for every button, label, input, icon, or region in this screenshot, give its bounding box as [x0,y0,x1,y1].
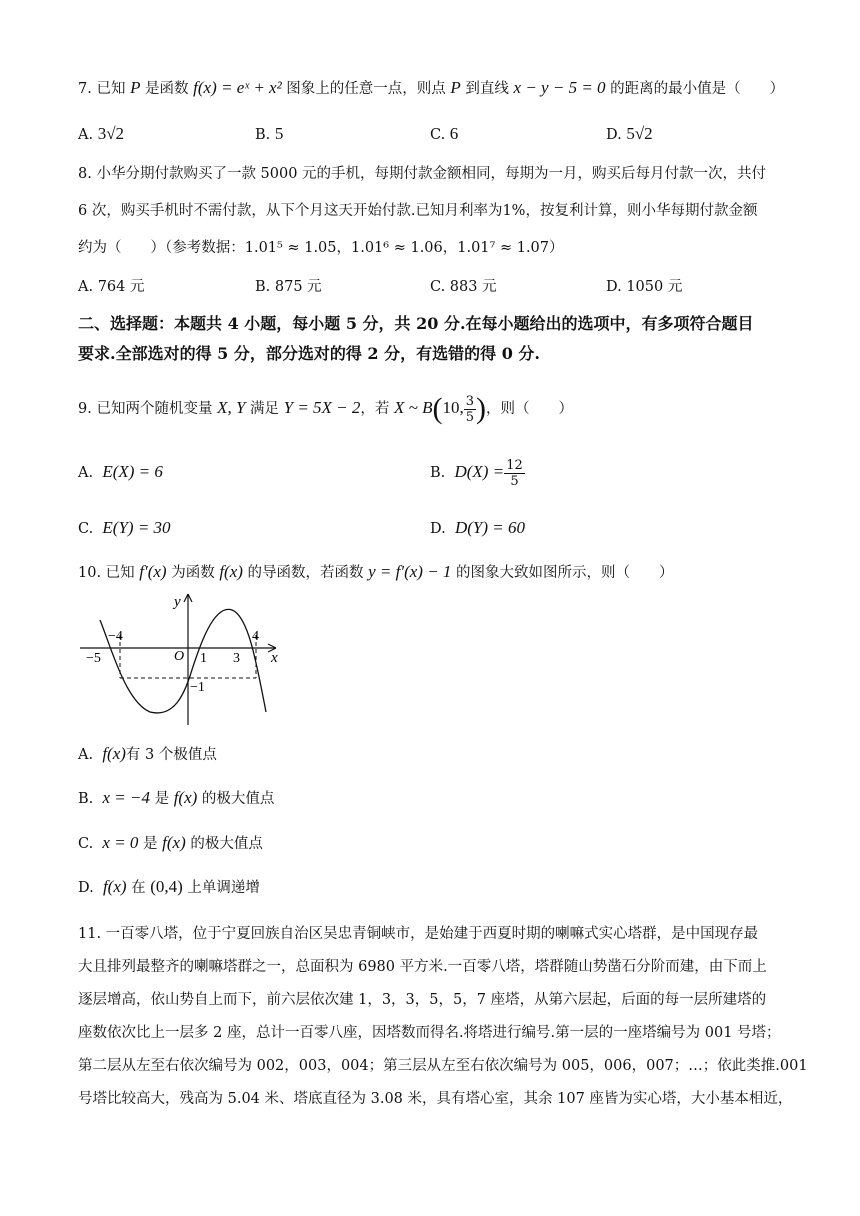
q7-option-d[interactable] [606,124,653,145]
y-axis-label: y [174,594,181,610]
q10-derivative: f′(x) [139,562,167,581]
tick-label-neg1: −1 [190,680,205,695]
option-math: f(x) [102,877,127,896]
option-label: D. [606,279,622,295]
right-paren: ) [476,392,487,425]
q8-option-a[interactable] [78,277,145,297]
option-label: A. [78,465,94,481]
option-label: C. [430,127,446,143]
q9-option-a[interactable] [78,462,163,483]
q10-option-d[interactable] [78,877,260,898]
q7-option-a[interactable] [78,124,124,145]
q8-option-c[interactable] [430,277,497,297]
q7-suffix: 的距离的最小值是（ ） [605,81,785,97]
option-value: 883 元 [449,279,497,295]
q7-text: 是函数 [140,81,194,97]
option-value: 6 [449,124,459,143]
q7-text: 到直线 [460,81,514,97]
option-label: D. [430,521,446,537]
option-value: 3√2 [97,124,125,143]
fraction-denominator: 5 [465,409,475,425]
option-label: B. [255,127,271,143]
option-math: x = 0 [102,833,139,852]
section-2-heading-line-2: 要求.全部选对的得 5 分，部分选对的得 2 分，有选错的得 0 分. [78,344,540,363]
section-2-heading-line-1: 二、选择题：本题共 4 小题，每小题 5 分，共 20 分.在每小题给出的选项中，有多项符合题目 [78,314,754,333]
question-11-line-6: 号塔比较高大，残高为 5.04 米、塔底直径为 3.08 米，具有塔心室，其余 107 座皆为实心塔，大小基本相近， [78,1091,793,1107]
option-label: A. [78,747,94,763]
question-8-line-3: 约为（ ）（参考数据：1.01⁵ ≈ 1.05，1.01⁶ ≈ 1.06，1.01⁷ ≈ 1.07） [78,240,564,256]
q10-text: 为函数 [166,565,220,581]
origin-label: O [174,649,185,664]
left-paren: ( [432,392,443,425]
question-8-line-1: 8. 小华分期付款购买了一款 5000 元的手机，每期付款金额相同，每期为一月，购买后每月付款一次，共付 [78,166,767,182]
question-11-line-5: 第二层从左至右依次编号为 002，003，004；第三层从左至右依次编号为 005，006，007；…；依此类推.001 [78,1058,808,1074]
option-label: A. [78,279,94,295]
option-value: D(X) = [454,462,505,481]
fraction-numerator: 3 [465,393,475,409]
q9-equation: Y = 5X − 2 [283,398,361,417]
q8-option-b[interactable] [255,277,322,297]
q9-prefix: 9. 已知两个随机变量 [78,401,218,417]
q9-distribution: X ~ B [394,398,433,417]
option-value: 1050 元 [626,279,683,295]
option-math: f(x) [173,788,198,807]
tick-label-neg4: −4 [108,629,123,644]
q9-option-b[interactable] [430,452,525,493]
option-label: C. [78,836,94,852]
q9-probability-fraction [464,394,476,425]
option-math: (0,4) [150,877,183,896]
option-math: f(x) [162,833,186,852]
option-text: 的极大值点 [197,791,275,807]
q10-suffix: 的图象大致如图所示，则（ ） [451,565,674,581]
option-label: C. [430,279,446,295]
q10-graph-function: y = f′(x) − 1 [368,562,452,581]
option-label: B. [430,465,446,481]
q7-point-p: P [450,78,461,97]
option-math: f(x) [102,744,126,763]
q9-option-c[interactable] [78,518,171,539]
question-11-line-1: 11. 一百零八塔，位于宁夏回族自治区吴忠青铜峡市，是始建于西夏时期的喇嘛式实心塔群，是中国现存最 [78,926,759,942]
q10-text: 的导函数，若函数 [242,565,369,581]
q9-optb-fraction [504,458,525,489]
q7-line-equation: x − y − 5 = 0 [513,78,606,97]
q9-option-d[interactable] [430,518,525,539]
question-11-line-4: 座数依次比上一层多 2 座，总计一百零八座，因塔数而得名.将塔进行编号.第一层的一座塔编号为 001 号塔； [78,1025,781,1041]
option-text: 的极大值点 [185,836,263,852]
question-11-line-3: 逐层增高，依山势自上而下，前六层依次建 1，3，3，5，5，7 座塔，从第六层起，后面的每一层所建塔的 [78,992,767,1008]
q7-option-c[interactable] [430,124,458,145]
option-label: B. [255,279,271,295]
q7-text: 图象上的任意一点，则点 [281,81,451,97]
q10-prefix: 10. 已知 [78,565,140,581]
option-value: E(X) = 6 [102,462,163,481]
option-value: 764 元 [97,279,145,295]
tick-label-3: 3 [233,651,240,666]
option-text: 有 3 个极值点 [125,747,217,763]
q9-trials: 10, [442,398,464,417]
tick-label-4: 4 [252,629,259,644]
option-label: D. [606,127,622,143]
option-math: x = −4 [102,788,150,807]
option-value: 5√2 [626,124,653,143]
q7-point-p: P [130,78,141,97]
question-10-stem [78,562,674,583]
fraction-numerator: 12 [506,457,523,473]
option-label: A. [78,127,94,143]
q10-derivative-graph [78,590,288,730]
q10-function: f(x) [219,562,243,581]
q9-variables: X, Y [217,398,246,417]
question-11-line-2: 大且排列最整齐的喇嘛塔群之一，总面积为 6980 平方米.一百零八塔，塔群随山势凿石分阶而建，由下而上 [78,959,767,975]
q7-option-b[interactable] [255,124,283,145]
q8-option-d[interactable] [606,277,682,297]
fraction-denominator: 5 [510,473,519,489]
q9-text: ，若 [360,401,395,417]
option-label: C. [78,521,94,537]
q10-option-b[interactable] [78,788,274,809]
question-8-line-2: 6 次，购买手机时不需付款，从下个月这天开始付款.已知月利率为1%，按复利计算，则小华每期付款金额 [78,203,758,219]
q10-option-a[interactable] [78,744,217,765]
option-value: 5 [274,124,284,143]
option-value: E(Y) = 30 [102,518,171,537]
q10-option-c[interactable] [78,833,263,854]
x-axis-label: x [271,650,278,666]
tick-label-1: 1 [200,651,207,666]
option-text: 是 [149,791,174,807]
option-value: 875 元 [274,279,322,295]
option-text: 上单调递增 [182,880,260,896]
option-label: D. [78,880,94,896]
tick-label-neg5: −5 [86,651,101,666]
option-text: 是 [138,836,163,852]
q9-suffix: ，则（ ） [486,401,574,417]
option-value: D(Y) = 60 [454,518,525,537]
q7-function: f(x) = eˣ + x² [193,78,282,97]
question-9-stem [78,386,573,431]
q9-text: 满足 [245,401,284,417]
q7-prefix: 7. 已知 [78,81,131,97]
question-7-stem [78,78,784,99]
option-text: 在 [126,880,151,896]
option-label: B. [78,791,94,807]
